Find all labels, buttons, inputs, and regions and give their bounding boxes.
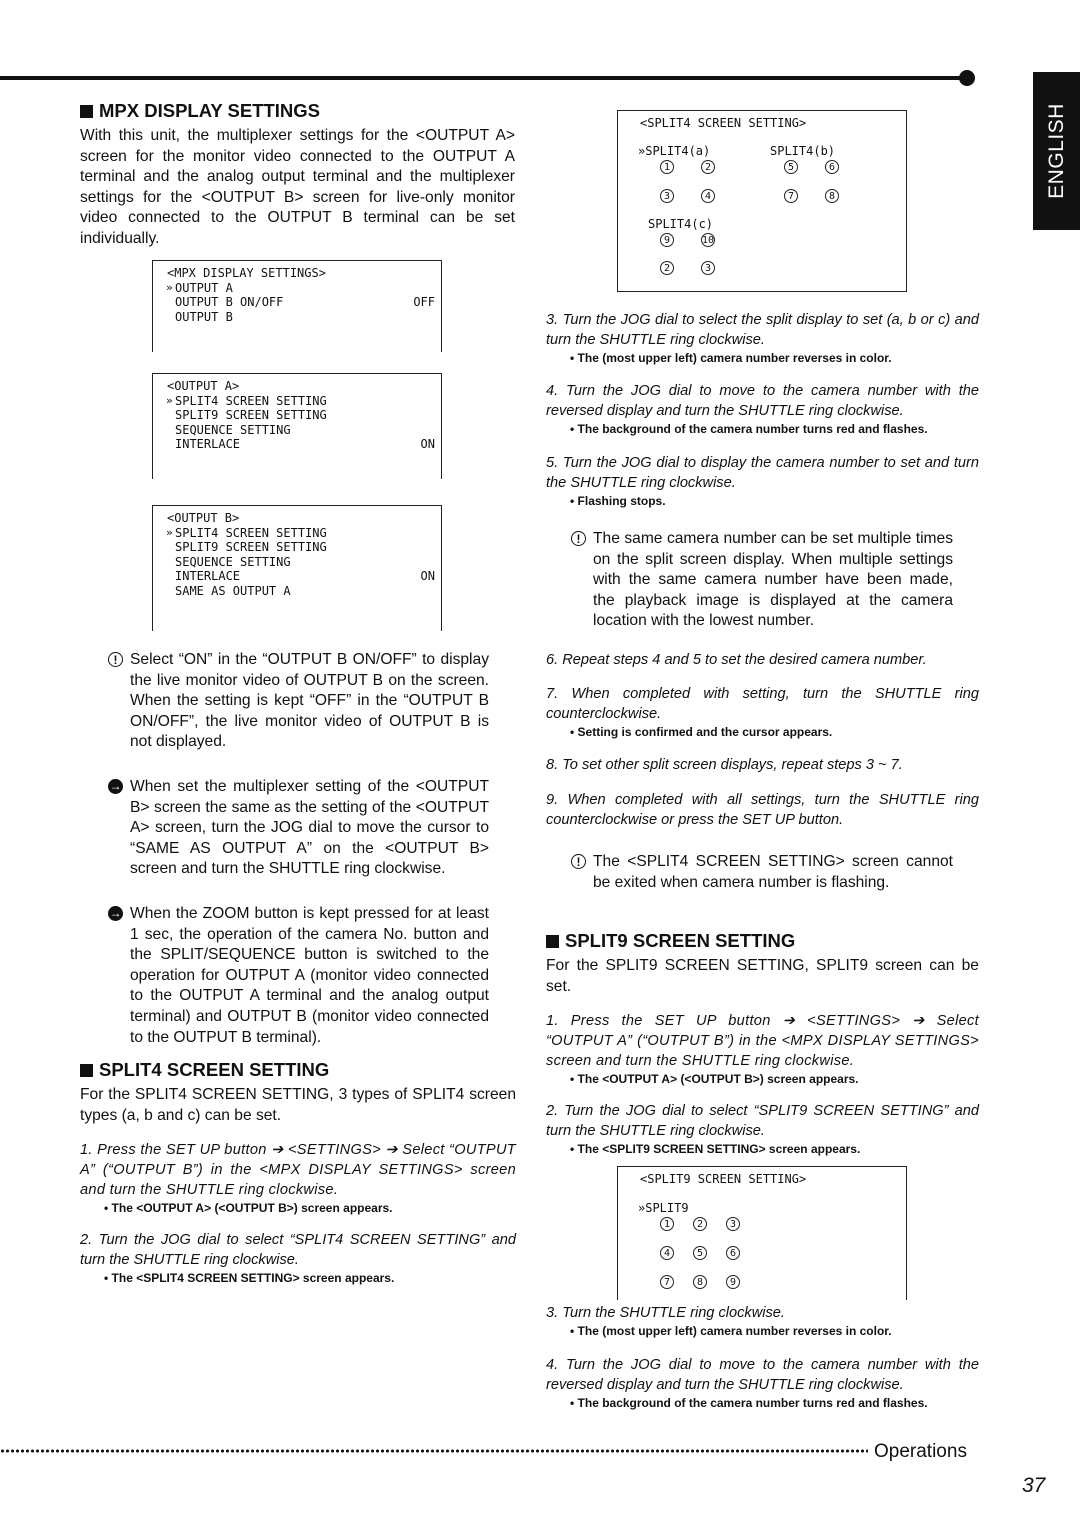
split4-section — [80, 1059, 516, 1286]
split9-step-3-bullet: • The (most upper left) camera number reverses in color. — [570, 1324, 892, 1338]
split4-heading: SPLIT4 SCREEN SETTING — [80, 1059, 516, 1081]
left-notes — [105, 650, 489, 1048]
mpx-intro: With this unit, the multiplexer settings for the <OUTPUT A> screen for the monitor video connected to the OUTPUT A terminal and the analog output terminal and the multiplexer settings for the <OUTPUT B> screen for live-only monitor video connected to the OUTPUT B terminal can be set individually. — [80, 127, 515, 247]
split4-step-7: 7. When completed with setting, turn the SHUTTLE ring counterclockwise. — [546, 685, 979, 722]
split9-step-2-bullet: • The <SPLIT9 SCREEN SETTING> screen appears. — [570, 1142, 861, 1157]
split4-step-8: 8. To set other split screen displays, repeat steps 3 ~ 7. — [546, 756, 903, 773]
split9-row-2: 4 5 6 — [660, 1245, 747, 1260]
osd-split4-screen-setting: <SPLIT4 SCREEN SETTING> »SPLIT4(a) SPLIT4(b) 1 2 5 6 3 4 7 8 SPLIT4(c) 9 10 2 3 — [617, 110, 907, 292]
right-steps — [546, 310, 979, 893]
top-rule — [0, 76, 968, 80]
split4-step-1: 1. Press the SET UP button ➔ <SETTINGS> ➔ Select “OUTPUT A” (“OUTPUT B”) in the <MPX DISPLAY SETTINGS> screen and turn the SHUTTLE ring clockwise. — [80, 1142, 516, 1199]
split4-step-3-bullet: • The (most upper left) camera number reverses in color. — [570, 351, 892, 365]
split4-step-9: 9. When completed with all settings, turn the SHUTTLE ring counterclockwise or press the SET UP button. — [546, 791, 979, 828]
note-cannot-exit: ! The <SPLIT4 SCREEN SETTING> screen cannot be exited when camera number is flashing. — [568, 852, 953, 893]
split9-heading: SPLIT9 SCREEN SETTING — [546, 930, 979, 952]
osd-output-a: <OUTPUT A> » SPLIT4 SCREEN SETTING SPLIT9 SCREEN SETTING SEQUENCE SETTING INTERLACE ON — [152, 373, 442, 479]
split4-a-row-1: 1 2 — [660, 159, 722, 174]
split4-b-row-2: 7 8 — [784, 188, 846, 203]
split4-step-4: 4. Turn the JOG dial to move to the camera number with the reversed display and turn the SHUTTLE ring clockwise. — [546, 383, 979, 419]
caution-icon — [571, 854, 586, 869]
split9-intro: For the SPLIT9 SCREEN SETTING, SPLIT9 screen can be set. — [546, 957, 979, 995]
note-same-camera-number: ! The same camera number can be set multiple times on the split screen display. When multiple settings with the same camera number have been made, the playback image is displayed at the camera location with the lowest number. — [568, 529, 953, 632]
osd-split9-screen-setting: <SPLIT9 SCREEN SETTING> »SPLIT9 1 2 3 4 5 6 7 8 9 — [617, 1166, 907, 1300]
split9-step-1: 1. Press the SET UP button ➔ <SETTINGS> ➔ Select “OUTPUT A” (“OUTPUT B”) in the <MPX DISPLAY SETTINGS> screen and turn the SHUTTLE ring clockwise. — [546, 1013, 979, 1070]
split4-step-3: 3. Turn the JOG dial to select the split display to set (a, b or c) and turn the SHUTTLE ring clockwise. — [546, 312, 979, 348]
tip-arrow-icon — [108, 906, 123, 921]
split9-steps — [546, 1303, 979, 1411]
caution-icon — [108, 652, 123, 667]
caution-icon — [571, 531, 586, 546]
split9-step-1-bullet: • The <OUTPUT A> (<OUTPUT B>) screen appears. — [570, 1072, 859, 1087]
footer-section-label: Operations — [874, 1441, 967, 1462]
split9-step-4: 4. Turn the JOG dial to move to the camera number with the reversed display and turn the SHUTTLE ring clockwise. — [546, 1357, 979, 1393]
split9-step-2: 2. Turn the JOG dial to select “SPLIT9 SCREEN SETTING” and turn the SHUTTLE ring clockwise. — [546, 1103, 979, 1140]
split4-b-row-1: 5 6 — [784, 159, 846, 174]
split4-a-row-2: 3 4 — [660, 188, 722, 203]
square-bullet-icon — [80, 1064, 93, 1077]
split4-c-row-1: 9 10 — [660, 232, 722, 247]
split4-step-2: 2. Turn the JOG dial to select “SPLIT4 SCREEN SETTING” and turn the SHUTTLE ring clockwise. — [80, 1232, 516, 1269]
note-same-as-output-a: → When set the multiplexer setting of the <OUTPUT B> screen the same as the setting of the <OUTPUT A> screen, turn the JOG dial to move the cursor to “SAME AS OUTPUT A” on the <OUTPUT B> screen and turn the SHUTTLE ring clockwise. — [105, 777, 489, 880]
osd-output-b: <OUTPUT B> » SPLIT4 SCREEN SETTING SPLIT9 SCREEN SETTING SEQUENCE SETTING INTERLACE ON SAME AS OUTPUT A — [152, 505, 442, 631]
page-number: 37 — [1022, 1474, 1046, 1497]
split9-row-1: 1 2 3 — [660, 1216, 747, 1231]
split4-c-row-2: 2 3 — [660, 260, 722, 275]
note-output-b-on: ! Select “ON” in the “OUTPUT B ON/OFF” to display the live monitor video of OUTPUT B on the screen. When the setting is kept “OFF” in the “OUTPUT B ON/OFF”, the live monitor video of OUTPUT B is not displayed. — [105, 650, 489, 753]
square-bullet-icon — [80, 105, 93, 118]
split4-step-7-bullet: • Setting is confirmed and the cursor appears. — [570, 724, 833, 739]
split4-intro: For the SPLIT4 SCREEN SETTING, 3 types of SPLIT4 screen types (a, b and c) can be set. — [80, 1086, 516, 1124]
split4-step-2-bullet: • The <SPLIT4 SCREEN SETTING> screen appears. — [104, 1271, 395, 1286]
split9-step-4-bullet: • The background of the camera number turns red and flashes. — [570, 1396, 928, 1410]
split4-step-5: 5. Turn the JOG dial to display the camera number to set and turn the SHUTTLE ring clockwise. — [546, 455, 979, 491]
mpx-heading: MPX DISPLAY SETTINGS — [80, 100, 515, 122]
footer-dotted-rule — [0, 1448, 868, 1454]
top-rule-dot — [959, 70, 975, 86]
split4-step-4-bullet: • The background of the camera number turns red and flashes. — [570, 422, 928, 436]
left-column — [80, 100, 515, 250]
split4-step-5-bullet: • Flashing stops. — [570, 494, 666, 508]
note-zoom-button: → When the ZOOM button is kept pressed for at least 1 sec, the operation of the camera No. button and the SPLIT/SEQUENCE button is switched to the operation for OUTPUT A (monitor video connected to the OUTPUT A terminal and the analog output terminal) and OUTPUT B (monitor video connected to the OUTPUT B terminal). — [105, 904, 489, 1048]
language-tab — [1033, 72, 1080, 230]
split4-step-1-bullet: • The <OUTPUT A> (<OUTPUT B>) screen appears. — [104, 1201, 393, 1216]
osd-mpx-display-settings: <MPX DISPLAY SETTINGS> » OUTPUT A OUTPUT B ON/OFF OFF OUTPUT B — [152, 260, 442, 352]
tip-arrow-icon — [108, 779, 123, 794]
split9-section — [546, 930, 979, 1157]
osd-value: ON — [420, 569, 435, 584]
split9-step-3: 3. Turn the SHUTTLE ring clockwise. — [546, 1305, 785, 1321]
split9-row-3: 7 8 9 — [660, 1274, 747, 1289]
osd-value: ON — [420, 437, 435, 452]
language-tab-label: ENGLISH — [1044, 103, 1068, 199]
osd-value: OFF — [413, 295, 435, 310]
split4-step-6: 6. Repeat steps 4 and 5 to set the desired camera number. — [546, 651, 927, 668]
square-bullet-icon — [546, 935, 559, 948]
